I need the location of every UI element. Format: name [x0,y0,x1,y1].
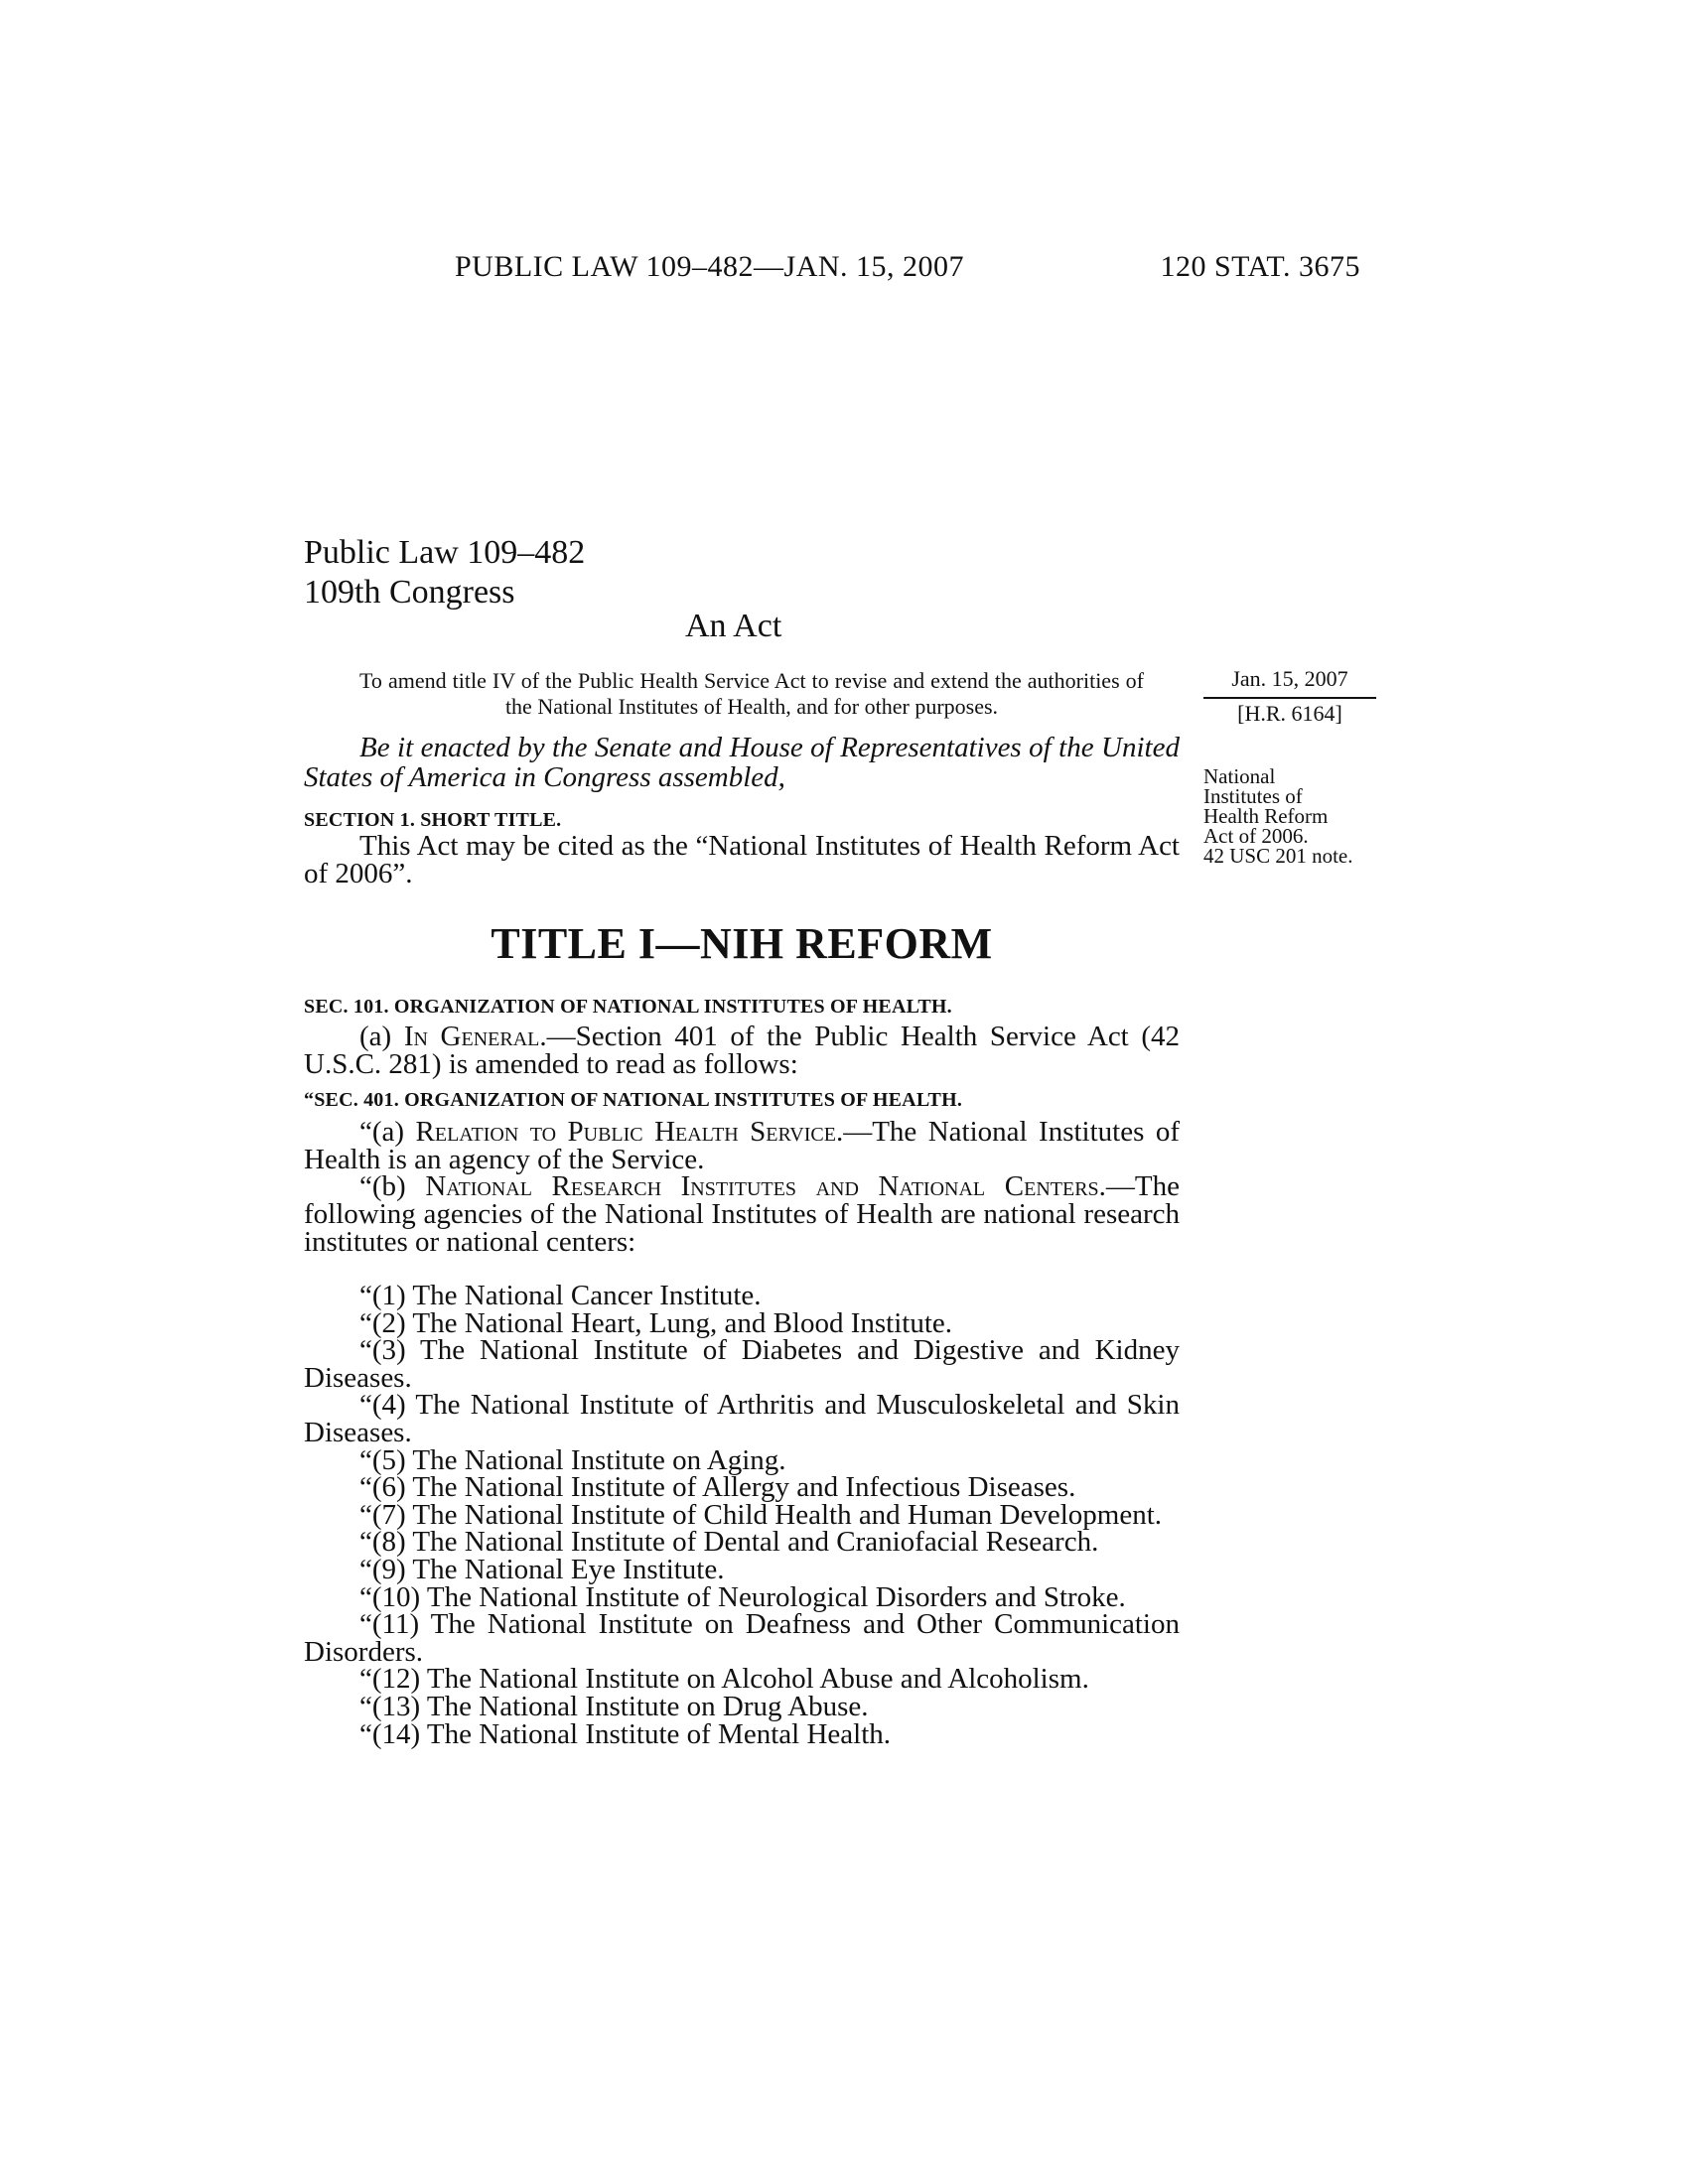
section-401-a [304,1118,1180,1173]
margin-date: Jan. 15, 2007 [1203,666,1376,699]
margin-bill-number: [H.R. 6164] [1237,701,1342,726]
congress-label: 109th Congress [304,574,515,611]
subsection-caption: In General [403,1021,540,1052]
list-item: “(9) The National Eye Institute. [359,1553,725,1585]
list-item: “(10) The National Institute of Neurological Disorders and Stroke. [359,1580,1126,1613]
section-1-heading: SECTION 1. SHORT TITLE. [304,809,562,831]
subsection-prefix: “(b) [359,1170,426,1202]
enacting-clause: Be it enacted by the Senate and House of Representatives of the United States of America in Congress assembled, [304,732,1180,793]
margin-note-line: National [1203,764,1276,788]
list-item: “(5) The National Institute on Aging. [359,1443,786,1476]
list-item: “(11) The National Institute on Deafness and Other Communication Disorders. [304,1608,1180,1668]
page-stat-number: 120 STAT. 3675 [1160,250,1360,283]
subsection-caption: Relation to Public Health Service [415,1116,836,1148]
list-item: “(14) The National Institute of Mental Health. [359,1717,891,1750]
margin-note-line: 42 USC 201 note. [1203,844,1353,868]
list-item: “(8) The National Institute of Dental and Craniofacial Research. [359,1526,1099,1559]
an-act-heading: An Act [685,608,782,644]
institutes-list [304,1280,1180,1750]
margin-note-line: Act of 2006. [1203,824,1309,848]
section-101-a [304,1023,1180,1078]
list-item: “(3) The National Institute of Diabetes and Digestive and Kidney Diseases. [304,1334,1180,1394]
running-header-left: PUBLIC LAW 109–482—JAN. 15, 2007 [455,250,965,283]
act-purpose: To amend title IV of the Public Health Service Act to revise and extend the authorities of the National Institutes of Health, and for other purposes. [359,668,1144,719]
section-401-heading: “SEC. 401. ORGANIZATION OF NATIONAL INSTITUTES OF HEALTH. [304,1089,963,1111]
public-law-number: Public Law 109–482 [304,534,586,571]
subsection-prefix: “(a) [359,1116,416,1148]
list-item: “(13) The National Institute on Drug Abuse. [359,1690,869,1722]
list-item: “(12) The National Institute on Alcohol Abuse and Alcoholism. [359,1663,1089,1696]
subsection-text: .—Section 401 of the Public Health Service Act (42 U.S.C. 281) is amended to read as follows: [304,1021,1181,1080]
subsection-text: .—The following agencies of the National Institutes of Health are national research institutes or national centers: [304,1170,1181,1258]
title-heading: TITLE I—NIH REFORM [491,919,993,968]
margin-note-line: Institutes of [1203,784,1303,808]
margin-note [1203,766,1392,866]
list-item: “(4) The National Institute of Arthritis and Musculoskeletal and Skin Diseases. [304,1389,1180,1448]
subsection-caption: National Research Institutes and National Centers [425,1170,1099,1202]
list-item: “(2) The National Heart, Lung, and Blood Institute. [359,1306,953,1339]
section-1-text: This Act may be cited as the “National Institutes of Health Reform Act of 2006”. [304,830,1180,889]
list-item: “(1) The National Cancer Institute. [359,1280,762,1311]
list-item: “(6) The National Institute of Allergy and Infectious Diseases. [359,1471,1076,1504]
list-item: “(7) The National Institute of Child Health and Human Development. [359,1498,1163,1531]
margin-note-line: Health Reform [1203,804,1329,828]
section-101-heading: SEC. 101. ORGANIZATION OF NATIONAL INSTITUTES OF HEALTH. [304,996,952,1018]
section-401-b [304,1172,1180,1256]
subsection-prefix: (a) [359,1021,404,1052]
subsection-text: .—The National Institutes of Health is an agency of the Service. [304,1116,1180,1175]
